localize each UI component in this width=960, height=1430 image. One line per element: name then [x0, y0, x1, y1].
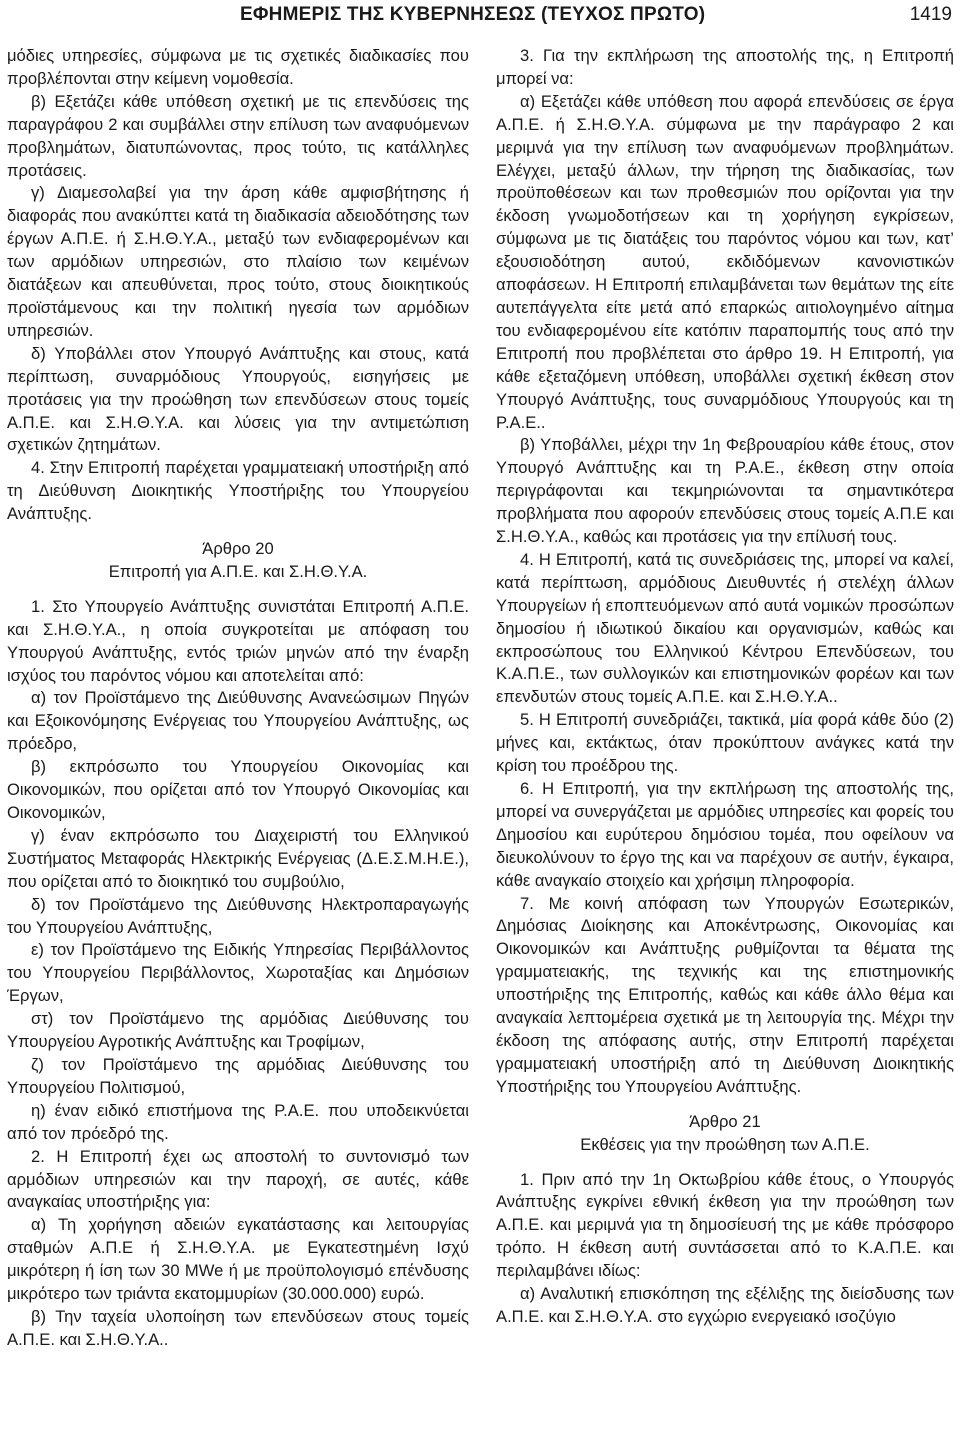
spacer — [7, 526, 469, 538]
page-number: 1419 — [909, 4, 952, 25]
paragraph: δ) Υποβάλλει στον Υπουργό Ανάπτυξης και στους, κατά περίπτωση, συναρμόδιους Υπουργούς, εισηγήσεις με προτάσεις για την προώθηση των επενδύσεων στους τομείς Α.Π.Ε. και Σ.Η.Θ.Υ.Α. και λύσεις για την αντιμετώπιση σχετικών ζητημάτων. — [7, 343, 469, 455]
paragraph: 5. Η Επιτροπή συνεδριάζει, τακτικά, μία φορά κάθε δύο (2) μήνες και, εκτάκτως, όταν προκύπτουν ανάγκες κατά την κρίση του προέδρου της. — [496, 710, 954, 776]
paragraph: 4. Η Επιτροπή, κατά τις συνεδριάσεις της, μπορεί να καλεί, κατά περίπτωση, αρμόδιους Διευθυντές ή στελέχη άλλων Υπουργείων ή εποπτευόμενων από αυτά νομικών προσώπων δημοσίου ή ιδιωτικού δικαίου και οργανισμών, καθώς και εκπροσώπους του Ελληνικού Κέντρου Επενδύσεων, του Κ.Α.Π.Ε., των συλλογικών και επιστημονικών φορέων και των επενδυτών στους τομείς Α.Π.Ε. και Σ.Η.Θ.Υ.Α.. — [496, 549, 954, 707]
paragraph: γ) έναν εκπρόσωπο του Διαχειριστή του Ελληνικού Συστήματος Μεταφοράς Ηλεκτρικής Ενέργειας (Δ.Ε.Σ.Μ.Η.Ε.), που ορίζεται από το διοικητικό του συμβούλιο, — [7, 825, 469, 891]
paragraph: 2. Η Επιτροπή έχει ως αποστολή το συντονισμό των αρμόδιων υπηρεσιών και την παροχή, σε αυτές, κάθε αναγκαίας υποστήριξης για: — [7, 1146, 469, 1212]
article-21-heading: Άρθρο 21 — [689, 1111, 761, 1131]
paragraph: α) Εξετάζει κάθε υπόθεση που αφορά επενδύσεις σε έργα Α.Π.Ε. ή Σ.Η.Θ.Υ.Α. σύμφωνα με την παράγραφο 2 και μεριμνά για την επίλυση των αναφυόμενων προβλημάτων. Ελέγχει, μεταξύ άλλων, την τήρηση της διαδικασίας, των προϋποθέσεων και των προθεσμιών που ορίζονται για την έκδοση γνωμοδοτήσεων και τη χορήγηση εγκρίσεων, σύμφωνα με τις διατάξεις του παρόντος νόμου και των, κατ’ εξουσιοδότηση αυτού, εκδιδόμενων κανονιστικών αποφάσεων. Η Επιτροπή επιλαμβάνεται των θεμάτων της είτε αυτεπάγγελτα είτε μετά από επαρκώς αιτιολογημένο αίτημα του ενδιαφερομένου είτε κατόπιν παραπομπής τους από την Επιτροπή που προβλέπεται στο άρθρο 19. Η Επιτροπή, για κάθε εξεταζόμενη υπόθεση, υποβάλλει σχετική έκθεση στον Υπουργό Ανάπτυξης, τους συναρμόδιους Υπουργούς και τη Ρ.Α.Ε.. — [496, 91, 954, 432]
paragraph: 4. Στην Επιτροπή παρέχεται γραμματειακή υποστήριξη από τη Διεύθυνση Διοικητικής Υποστήριξης του Υπουργείου Ανάπτυξης. — [7, 458, 469, 524]
paragraph: ζ) τον Προϊστάμενο της αρμόδιας Διεύθυνσης του Υπουργείου Πολιτισμού, — [7, 1054, 469, 1097]
paragraph: α) Αναλυτική επισκόπηση της εξέλιξης της διείσδυσης των Α.Π.Ε. και Σ.Η.Θ.Υ.Α. στο εγχώριο ενεργειακό ισοζύγιο — [496, 1284, 954, 1326]
article-20-heading: Άρθρο 20 — [202, 539, 274, 559]
paragraph: α) τον Προϊστάμενο της Διεύθυνσης Ανανεώσιμων Πηγών και Εξοικονόμησης Ενέργειας του Υπουργείου Ανάπτυξης, ως πρόεδρο, — [7, 688, 469, 754]
spacer — [496, 1157, 954, 1169]
gazette-title: ΕΦΗΜΕΡΙΣ ΤΗΣ ΚΥΒΕΡΝΗΣΕΩΣ (ΤΕΥΧΟΣ ΠΡΩΤΟ) — [240, 4, 706, 25]
spacer — [7, 584, 469, 596]
page-header — [0, 0, 960, 32]
paragraph: στ) τον Προϊστάμενο της αρμόδιας Διεύθυνσης του Υπουργείου Αγροτικής Ανάπτυξης και Τροφίμων, — [7, 1009, 469, 1052]
paragraph: 1. Πριν από την 1η Οκτωβρίου κάθε έτους, ο Υπουργός Ανάπτυξης εγκρίνει εθνική έκθεση για την προώθηση των Α.Π.Ε. και μεριμνά για τη δημοσίευσή της με κάθε πρόσφορο τρόπο. Η έκθεση αυτή συντάσσεται από το Κ.Α.Π.Ε. και περιλαμβάνει ιδίως: — [496, 1169, 954, 1281]
paragraph: ε) τον Προϊστάμενο της Ειδικής Υπηρεσίας Περιβάλλοντος του Υπουργείου Περιβάλλοντος, Χωροταξίας και Δημόσιων Έργων, — [7, 940, 469, 1006]
article-21-subheading: Εκθέσεις για την προώθηση των Α.Π.Ε. — [580, 1134, 870, 1154]
paragraph: 3. Για την εκπλήρωση της αποστολής της, η Επιτροπή μπορεί να: — [496, 46, 954, 88]
paragraph: 7. Με κοινή απόφαση των Υπουργών Εσωτερικών, Δημόσιας Διοίκησης και Αποκέντρωσης, Οικονομίας και Οικονομικών και Ανάπτυξης ρυθμίζονται τα θέματα της γραμματειακής, της τεχνικής και της επιστημονικής υποστήριξης της Επιτροπής, καθώς και κάθε άλλο θέμα και αναγκαία λεπτομέρεια σχετικά με τη λειτουργία της. Μέχρι την έκδοση της απόφασης αυτής, στην Επιτροπή παρέχεται γραμματειακή υποστήριξη από τη Διεύθυνση Διοικητικής Υποστήριξης του Υπουργείου Ανάπτυξης. — [496, 893, 954, 1096]
paragraph: γ) Διαμεσολαβεί για την άρση κάθε αμφισβήτησης ή διαφοράς που ανακύπτει κατά τη διαδικασία αδειοδότησης των έργων Α.Π.Ε. ή Σ.Η.Θ.Υ.Α., μεταξύ των ενδιαφερομένων και των αρμόδιων υπηρεσιών, στο πλαίσιο των κειμένων διατάξεων και απευθύνεται, προς τούτο, στους διοικητικούς προϊστάμενους και την πολιτική ηγεσία των αρμόδιων υπηρεσιών. — [7, 183, 469, 340]
paragraph: β) Υποβάλλει, μέχρι την 1η Φεβρουαρίου κάθε έτους, στον Υπουργό Ανάπτυξης και τη Ρ.Α.Ε., έκθεση στην οποία περιγράφονται και τεκμηριώνονται τα σημαντικότερα προβλήματα που αφορούν επενδύσεις στους τομείς Α.Π.Ε και Σ.Η.Θ.Υ.Α., καθώς και προτάσεις για την επίλυσή τους. — [496, 435, 954, 547]
paragraph: β) Εξετάζει κάθε υπόθεση σχετική με τις επενδύσεις της παραγράφου 2 και συμβάλλει στην επίλυση των αναφυόμενων προβλημάτων, διατυπώνοντας, προς τούτο, τις κατάλληλες προτάσεις. — [7, 91, 469, 180]
article-20-subheading: Επιτροπή για Α.Π.Ε. και Σ.Η.Θ.Υ.Α. — [108, 561, 368, 581]
paragraph: δ) τον Προϊστάμενο της Διεύθυνσης Ηλεκτροπαραγωγής του Υπουργείου Ανάπτυξης, — [7, 894, 469, 937]
spacer — [496, 1099, 954, 1111]
paragraph: α) Τη χορήγηση αδειών εγκατάστασης και λειτουργίας σταθμών Α.Π.Ε ή Σ.Η.Θ.Υ.Α. με Εγκατεστημένη Ισχύ μικρότερη ή ίση των 30 MWe ή με προϋπολογισμό επένδυσης μικρότερο των τριάντα εκατομμυρίων (30.000.000) ευρώ. — [7, 1215, 469, 1304]
paragraph: β) Την ταχεία υλοποίηση των επενδύσεων στους τομείς Α.Π.Ε. και Σ.Η.Θ.Υ.Α.. — [7, 1306, 469, 1349]
paragraph: β) εκπρόσωπο του Υπουργείου Οικονομίας και Οικονομικών, που ορίζεται από τον Υπουργό Οικονομίας και Οικονομικών, — [7, 757, 469, 822]
right-column — [496, 45, 954, 1329]
paragraph: μόδιες υπηρεσίες, σύμφωνα με τις σχετικές διαδικασίες που προβλέπονται στην κείμενη νομοθεσία. — [7, 46, 469, 88]
paragraph: 6. Η Επιτροπή, για την εκπλήρωση της αποστολής της, μπορεί να συνεργάζεται με αρμόδιες υπηρεσίες και φορείς του Δημοσίου και ευρύτερου δημόσιου τομέα, που οφείλουν να διευκολύνουν το έργο της και να παρέχουν σε αυτήν, έγκαιρα, κάθε αναγκαίο στοιχείο και χρήσιμη πληροφορία. — [496, 779, 954, 890]
left-column — [7, 45, 469, 1352]
paragraph: 1. Στο Υπουργείο Ανάπτυξης συνιστάται Επιτροπή Α.Π.Ε. και Σ.Η.Θ.Υ.Α., η οποία συγκροτείται με απόφαση του Υπουργού Ανάπτυξης, εντός τριών μηνών από την έναρξη ισχύος του παρόντος νόμου και αποτελείται από: — [7, 596, 469, 685]
paragraph: η) έναν ειδικό επιστήμονα της Ρ.Α.Ε. που υποδεικνύεται από τον πρόεδρό της. — [7, 1100, 469, 1143]
